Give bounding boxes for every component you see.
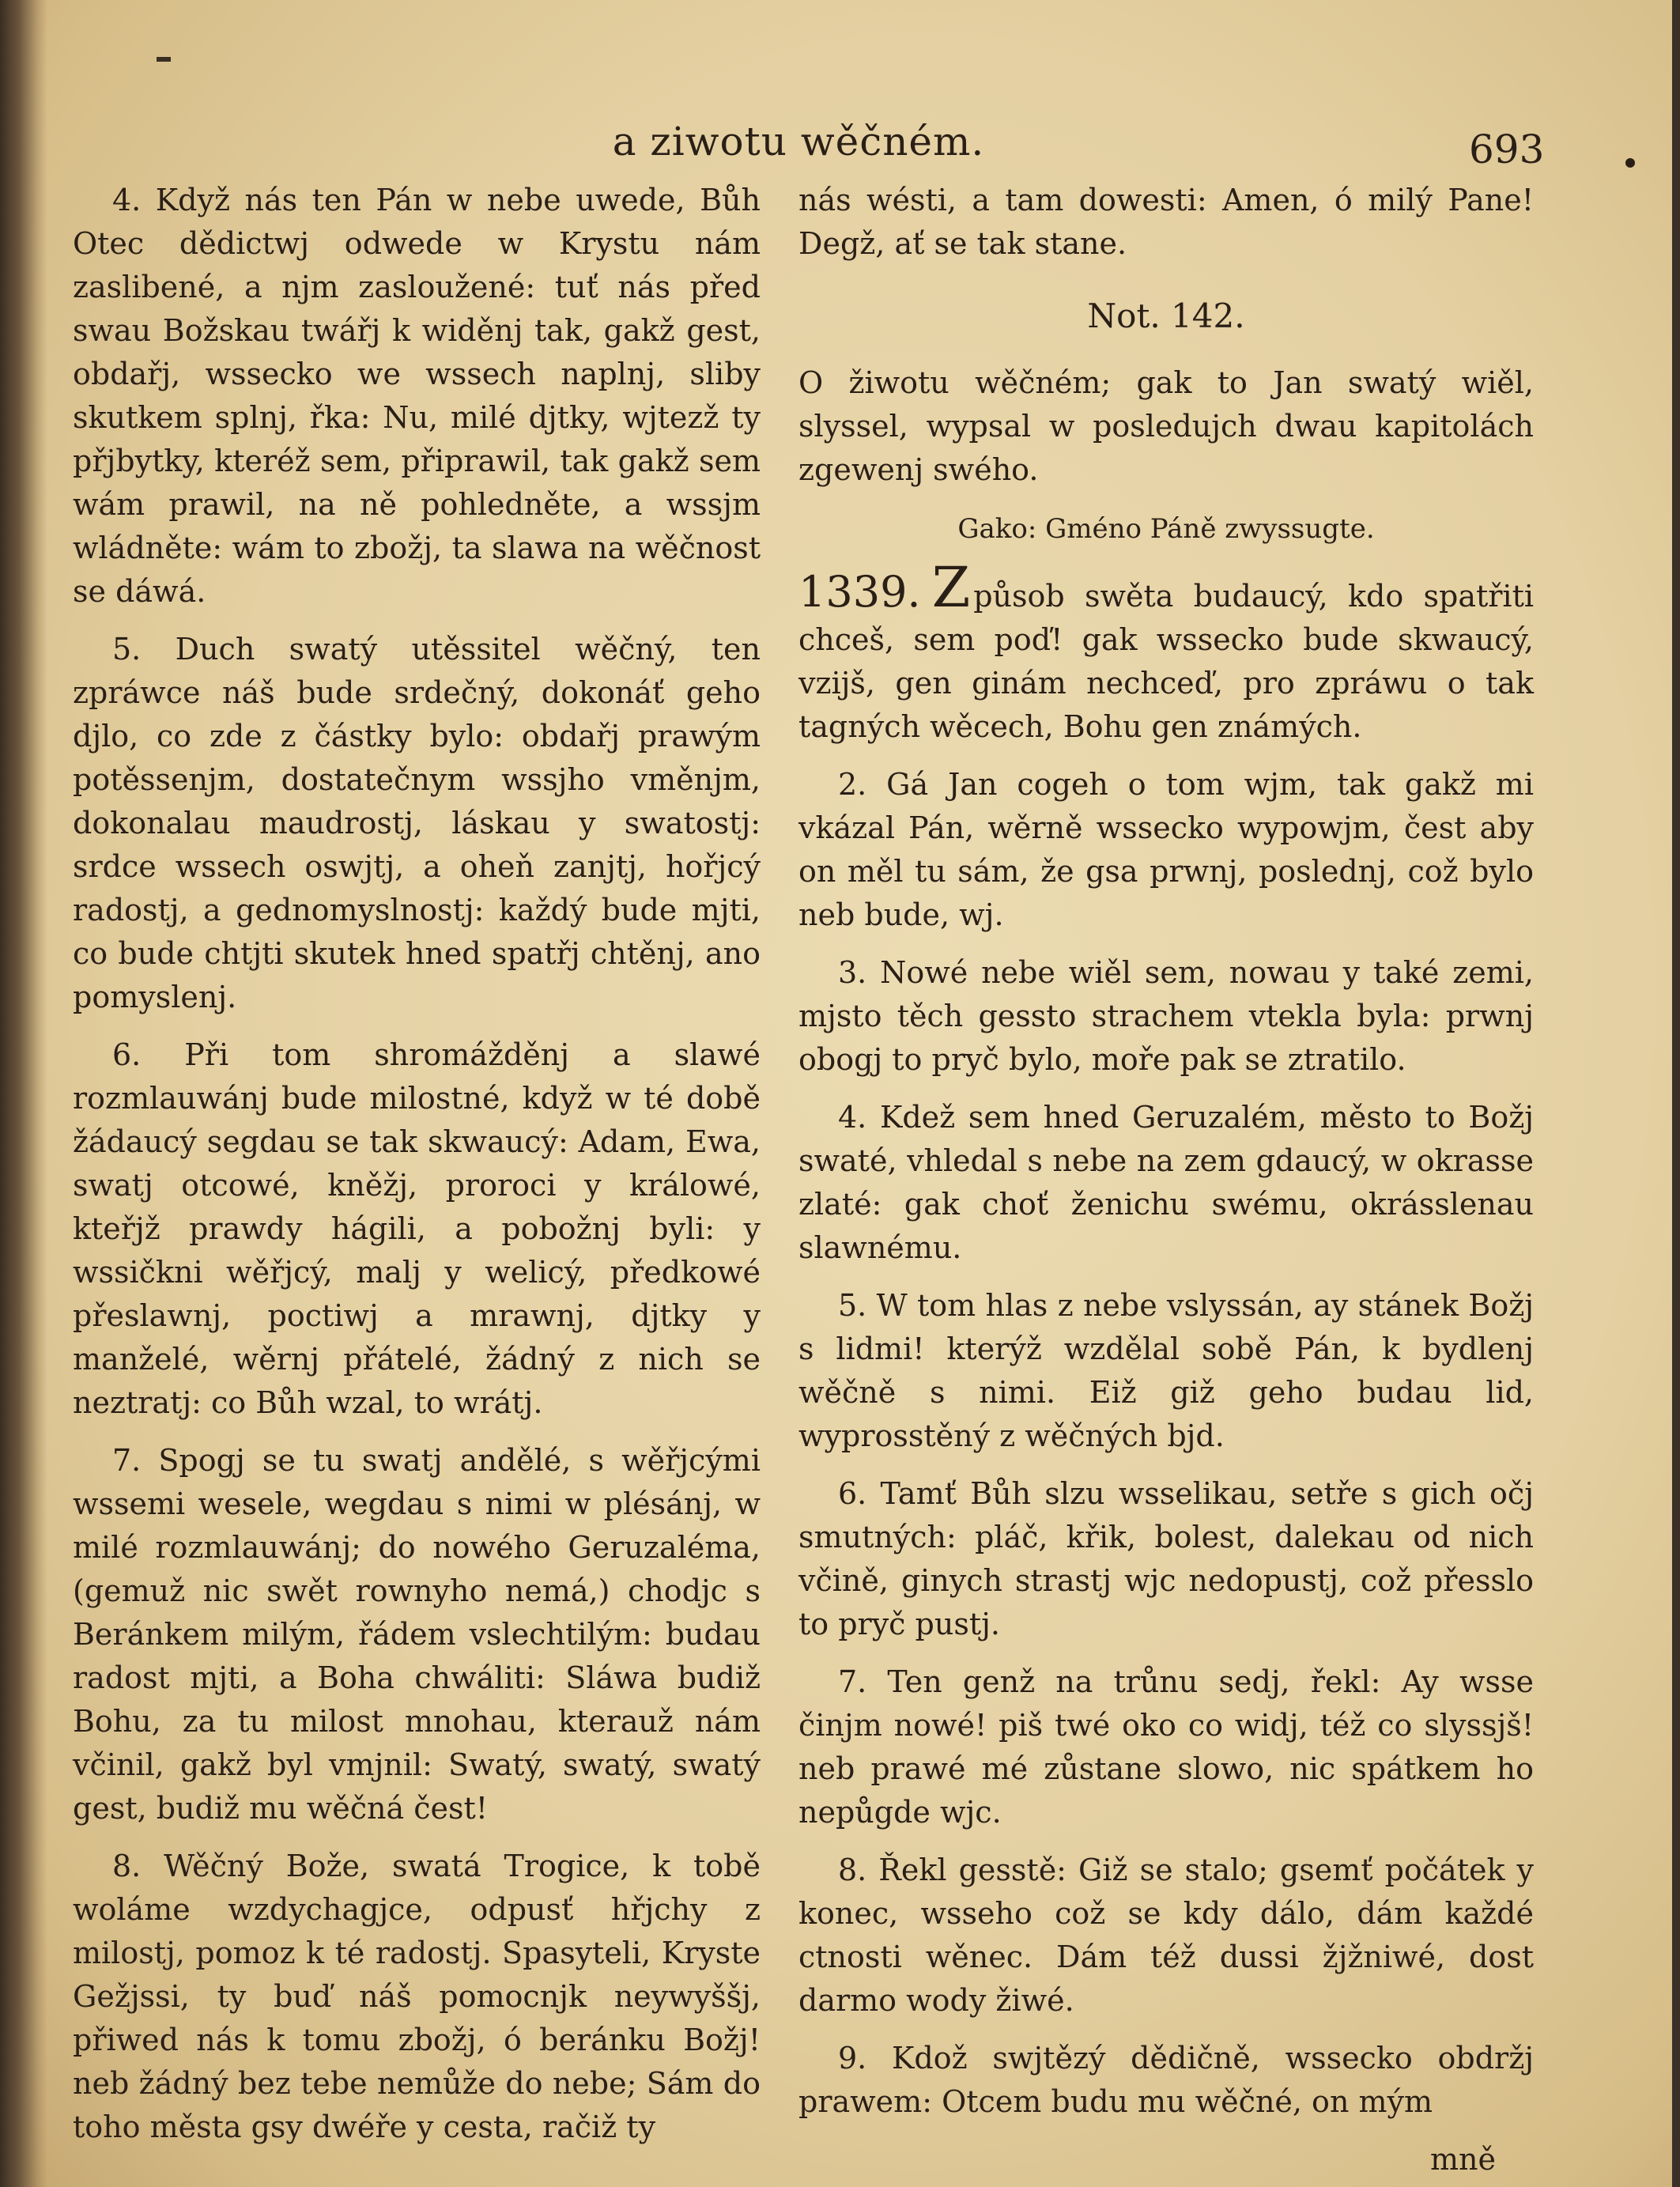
- stanza-2-right: 2. Gá Jan cogeh o tom wjm, tak gakž mi vkázal Pán, wěrně wssecko wypowjm, čest aby on měl tu sám, že gsa prwnj, poslednj, což bylo neb bude, wj.: [798, 767, 1534, 932]
- binding-shadow: [0, 0, 47, 2187]
- ink-mark: [157, 57, 171, 62]
- stanza-4-left: 4. Když nás ten Pán w nebe uwede, Bůh Otec dědictwj odwede w Krystu nám zaslibené, a njm zasloužené: tuť nás před swau Božskau twářj k widěnj tak, gakž gest, obdařj, wssecko we wssech naplnj, sliby skutkem splnj, řka: Nu, milé djtky, wjtezž ty přjbytky, kteréž sem, připrawil, tak gakž sem wám prawil, na ně pohledněte, a wssjm wládněte: wám to zbožj, ta slawa na wěčnost se dáwá.: [73, 183, 761, 609]
- stanza-7-right: 7. Ten genž na trůnu sedj, řekl: Ay wsse činjm nowé! piš twé oko co widj, též co slyssjš! neb prawé mé zůstane slowo, nic spátkem ho nepůgde wjc.: [798, 1664, 1534, 1830]
- melody-line: Gako: Gméno Páně zwyssugte.: [957, 513, 1375, 545]
- song-first-stanza: [798, 555, 1534, 749]
- stanza-3-right: 3. Nowé nebe wiěl sem, nowau y také zemi, mjsto těch gessto strachem vtekla byla: prwnj obogj to pryč bylo, moře pak se ztratilo.: [798, 955, 1534, 1077]
- ink-dot: [1625, 158, 1635, 168]
- drop-cap: Z: [931, 555, 971, 620]
- stanza-9-right: 9. Kdož swjtězý dědičně, wssecko obdržj prawem: Otcem budu mu wěčné, on mým: [798, 2041, 1534, 2119]
- stanza-6-left: 6. Při tom shromážděnj a slawé rozmlauwánj bude milostné, když w té době žádaucý segdau se tak skwaucý: Adam, Ewa, swatj otcowé, kněžj, proroci y králowé, kteřjž prawdy hágili, a pobožnj byli: y wssičkni wěřjcý, malj y welicý, předkowé přeslawnj, poctiwj a mrawnj, djtky y manželé, wěrnj přátelé, žádný z nich se neztratj: co Bůh wzal, to wrátj.: [73, 1037, 761, 1420]
- running-head: a ziwotu wěčném.: [612, 119, 985, 164]
- stanza-7-left: 7. Spogj se tu swatj andělé, s wěřjcými wssemi wesele, wegdau s nimi w plésánj, w milé rozmlauwánj; do nowého Geruzaléma, (gemuž nic swět rownyho nemá,) chodjc s Beránkem milým, řádem vslechtilým: budau radost mjti, a Boha chwáliti: Sláwa budiž Bohu, za tu milost mnohau, kterauž nám včinil, gakž byl vmjnil: Swatý, swatý, swatý gest, budiž mu wěčná čest!: [73, 1443, 761, 1826]
- page-edge: [1672, 0, 1680, 2187]
- stanza-8-left: 8. Wěčný Bože, swatá Trogice, k tobě woláme wzdychagjce, odpusť hřjchy z milostj, pomoz k té radostj. Spasyteli, Kryste Gežjssi, ty buď náš pomocnjk neywyššj, přiwed nás k tomu zbožj, ó beránku Božj! neb žádný bez tebe nemůže do nebe; Sám do toho města gsy dwéře y cesta, račiž ty: [73, 1849, 761, 2144]
- stanza-continuation: nás wésti, a tam dowesti: Amen, ó milý Pane! Degž, ať se tak stane.: [798, 183, 1534, 261]
- first-stanza-text: působ swěta budaucý, kdo spatřiti chceš, sem poď! gak wssecko bude skwaucý, vzijš, gen ginám nechceď, pro zpráwu o tak tagných wěcech, Bohu gen známých.: [798, 579, 1534, 744]
- note-heading: Not. 142.: [1087, 297, 1245, 335]
- stanza-4-right: 4. Kdež sem hned Geruzalém, město to Božj swaté, vhledal s nebe na zem gdaucý, w okrasse zlaté: gak choť ženichu swému, okrásslenau slawnému.: [798, 1100, 1534, 1265]
- stanza-6-right: 6. Tamť Bůh slzu wsselikau, setře s gich očj smutných: pláč, křik, bolest, dalekau od nich včině, ginych strastj wjc nedopustj, což přesslo to pryč pustj.: [798, 1476, 1534, 1641]
- song-number: 1339.: [798, 567, 921, 617]
- song-intro: O žiwotu wěčném; gak to Jan swatý wiěl, slyssel, wypsal w posledujch dwau kapitolách zgewenj swého.: [798, 365, 1534, 487]
- stanza-8-right: 8. Řekl gesstě: Giž se stalo; gsemť počátek y konec, wsseho což se kdy dálo, dám každé ctnosti wěnec. Dám též dussi žjžniwé, dost darmo wody žiwé.: [798, 1853, 1534, 2018]
- stanza-5-right: 5. W tom hlas z nebe vslyssán, ay stánek Božj s lidmi! kterýž wzdělal sobě Pán, k bydlenj wěčně s nimi. Eiž giž geho budau lid, wyprosstěný z wěčných bjd.: [798, 1288, 1534, 1453]
- page-number: 693: [1469, 127, 1545, 172]
- catchword: mně: [1430, 2142, 1496, 2177]
- stanza-5-left: 5. Duch swatý utěssitel wěčný, ten zpráwce náš bude srdečný, dokonáť geho djlo, co zde z částky bylo: obdařj prawým potěssenjm, dostatečnym wssjho vměnjm, dokonalau maudrostj, láskau y swatostj: srdce wssech oswjtj, a oheň zanjtj, hořjcý radostj, a gednomyslnostj: každý bude mjti, co bude chtjti skutek hned spatřj chtěnj, ano pomyslenj.: [73, 632, 761, 1014]
- left-column: [73, 179, 761, 2155]
- right-column: [798, 179, 1534, 2177]
